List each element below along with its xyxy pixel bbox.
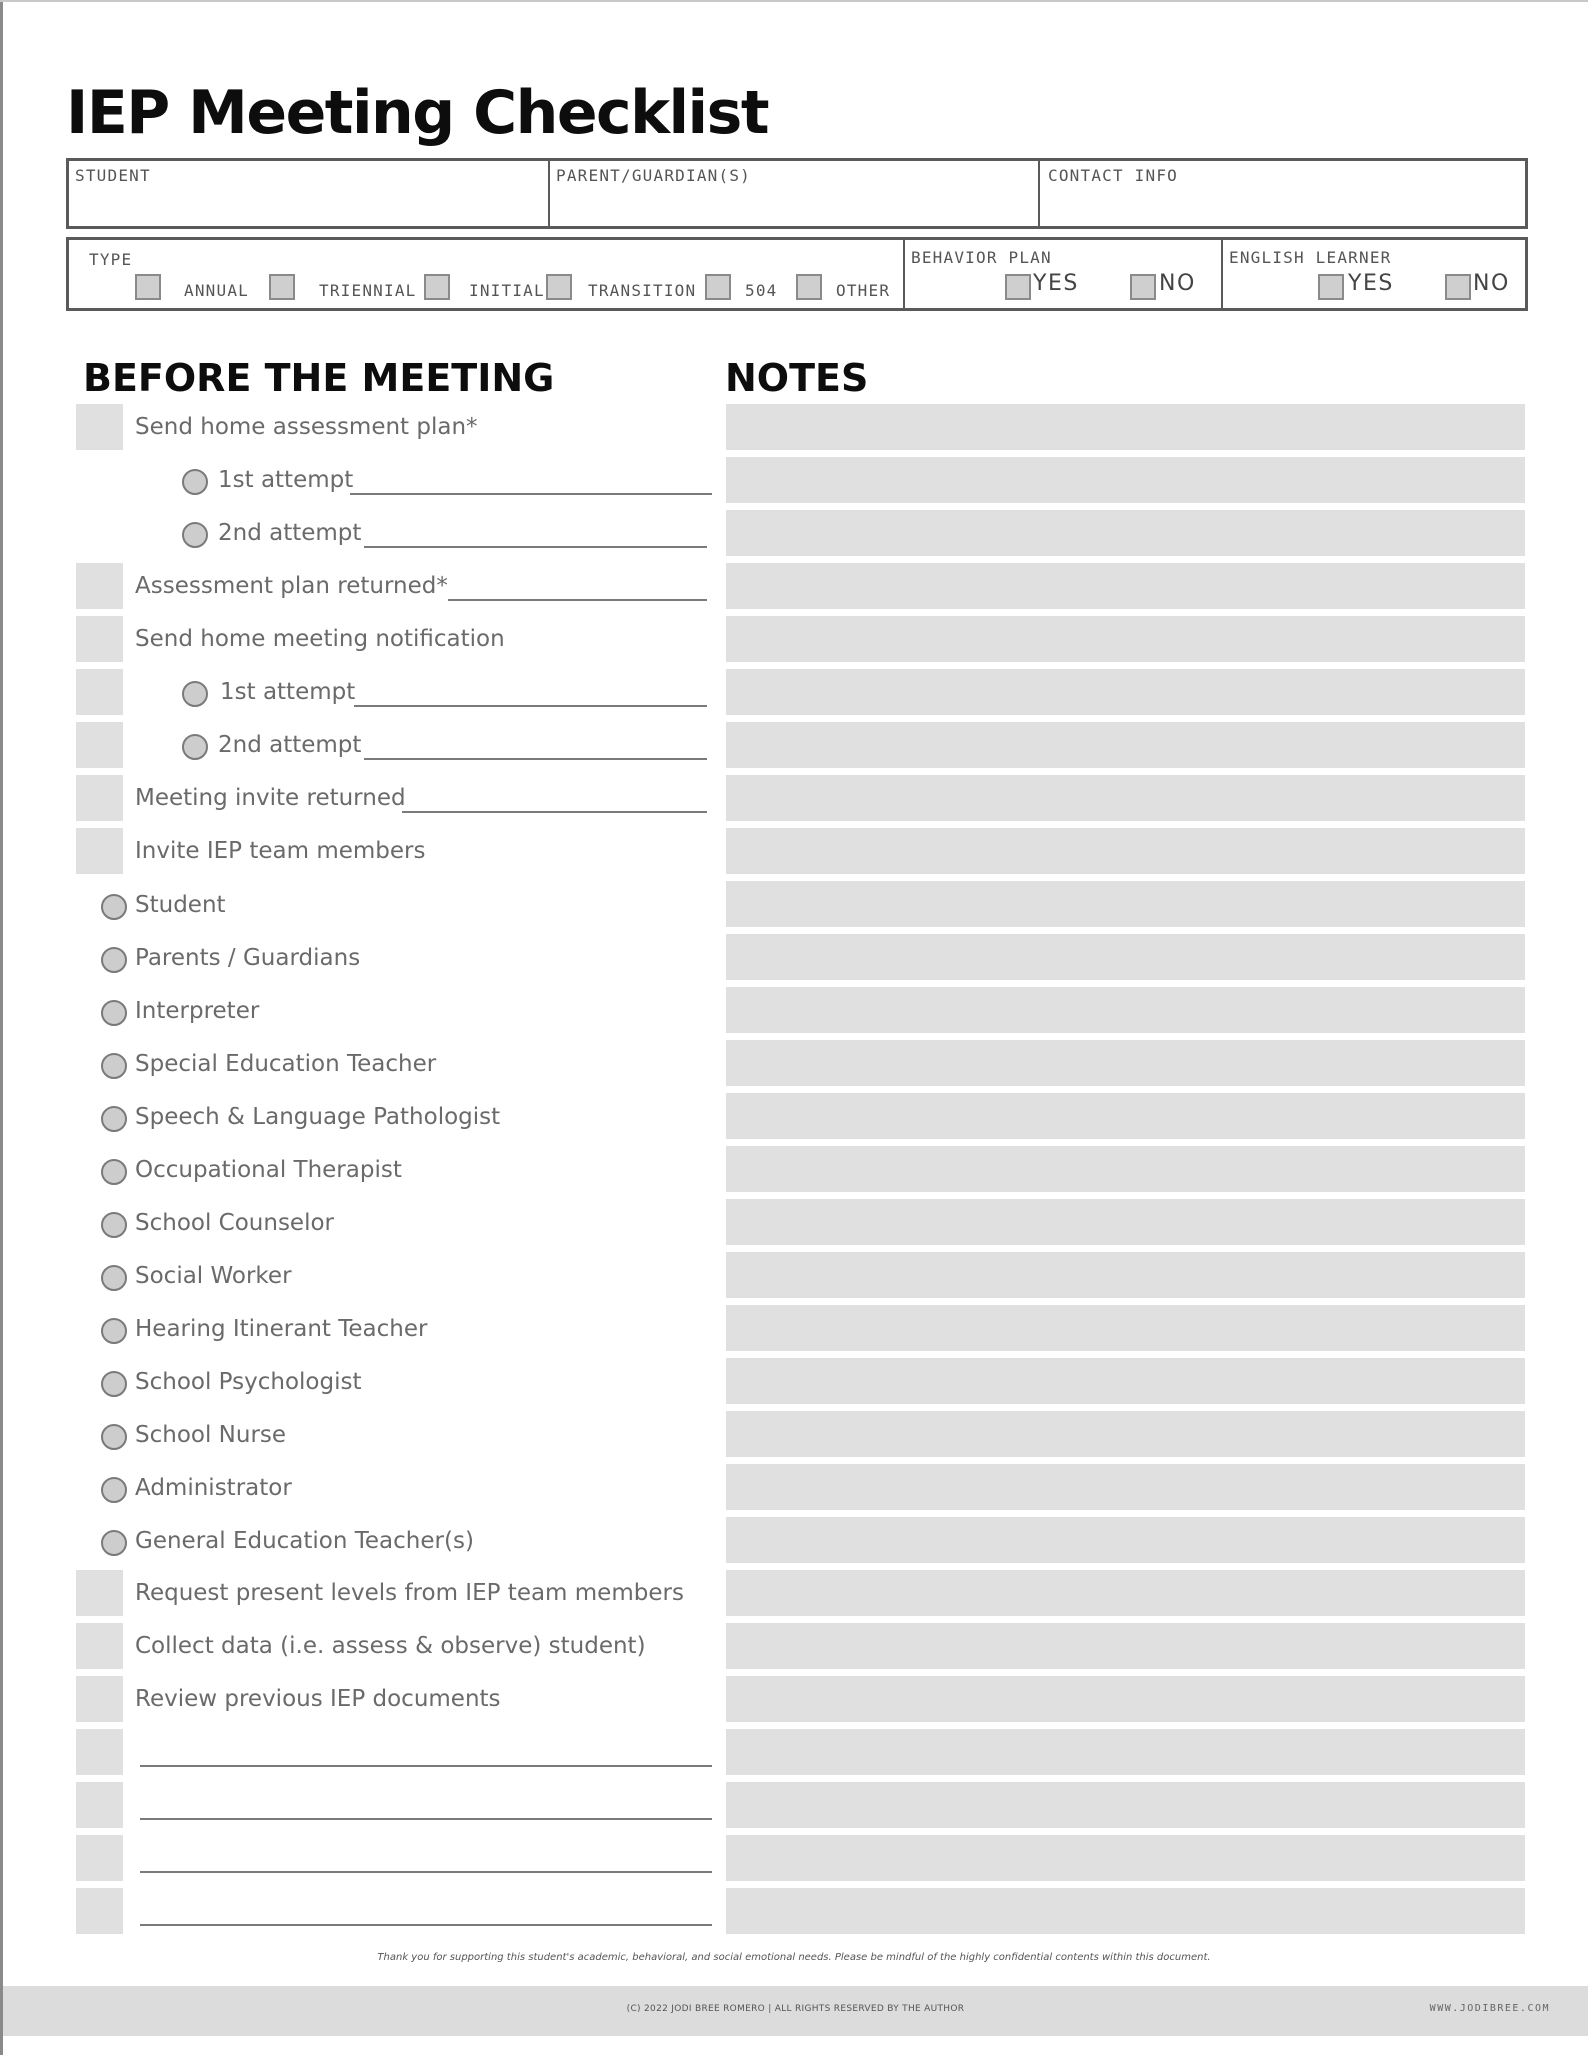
row-checkbox[interactable] [76,722,123,768]
row-checkbox[interactable] [76,404,123,450]
notes-line[interactable] [726,1411,1525,1457]
notes-line[interactable] [726,1623,1525,1669]
notes-line[interactable] [726,934,1525,980]
team-member-radio[interactable] [101,894,127,920]
team-member-label: Interpreter [135,998,260,1024]
type-label: TYPE [89,250,133,269]
row-label: Review previous IEP documents [135,1686,501,1712]
notes-line[interactable] [726,510,1525,556]
notes-line[interactable] [726,1835,1525,1881]
annual-label: ANNUAL [184,281,249,300]
fill-line[interactable] [364,546,707,548]
fill-line[interactable] [140,1765,712,1767]
other-checkbox[interactable] [796,274,822,300]
student-info-box [66,158,1528,229]
team-member-label: Occupational Therapist [135,1157,402,1183]
team-member-radio[interactable] [101,1530,127,1556]
fill-line[interactable] [350,493,712,495]
student-label: STUDENT [75,166,151,185]
english-no-checkbox[interactable] [1445,274,1471,300]
row-label: Send home meeting notification [135,626,505,652]
notes-line[interactable] [726,1676,1525,1722]
notes-line[interactable] [726,1358,1525,1404]
row-label: 2nd attempt [218,732,362,758]
website-link[interactable]: WWW.JODIBREE.COM [1429,2003,1550,2014]
team-member-label: School Psychologist [135,1369,362,1395]
notes-line[interactable] [726,1570,1525,1616]
attempt-radio[interactable] [182,734,208,760]
notes-line[interactable] [726,987,1525,1033]
team-member-label: School Nurse [135,1422,287,1448]
team-member-radio[interactable] [101,1424,127,1450]
footer-bar [3,1986,1588,2036]
row-checkbox[interactable] [76,1676,123,1722]
other-label: OTHER [836,281,891,300]
behavior-yes-label: YES [1033,271,1079,296]
row-checkbox[interactable] [76,669,123,715]
contact-label: CONTACT INFO [1048,166,1178,185]
notes-line[interactable] [726,457,1525,503]
row-checkbox[interactable] [76,1888,123,1934]
row-checkbox[interactable] [76,616,123,662]
team-member-radio[interactable] [101,1106,127,1132]
notes-line[interactable] [726,669,1525,715]
fill-line[interactable] [364,758,707,760]
team-member-radio[interactable] [101,1212,127,1238]
team-member-radio[interactable] [101,1371,127,1397]
student-field[interactable] [69,161,548,226]
team-member-radio[interactable] [101,1265,127,1291]
transition-checkbox[interactable] [546,274,572,300]
notes-line[interactable] [726,1199,1525,1245]
behavior-no-label: NO [1159,271,1196,296]
team-member-radio[interactable] [101,1318,127,1344]
english-yes-checkbox[interactable] [1318,274,1344,300]
notes-line[interactable] [726,1146,1525,1192]
confidentiality-note: Thank you for supporting this student's academic, behavioral, and social emotional needs. Please be mindful of the highly confidential contents within this document. [377,1952,1211,1963]
notes-line[interactable] [726,1517,1525,1563]
fill-line[interactable] [402,811,707,813]
row-checkbox[interactable] [76,1835,123,1881]
english-learner-cell [1221,240,1525,308]
fill-line[interactable] [140,1924,712,1926]
row-checkbox[interactable] [76,828,123,874]
504-checkbox[interactable] [705,274,731,300]
team-member-radio[interactable] [101,1053,127,1079]
annual-checkbox[interactable] [135,274,161,300]
parent-field[interactable] [548,161,1038,226]
triennial-label: TRIENNIAL [319,281,417,300]
notes-line[interactable] [726,1888,1525,1934]
parent-label: PARENT/GUARDIAN(S) [556,166,751,185]
notes-line[interactable] [726,616,1525,662]
notes-line[interactable] [726,404,1525,450]
row-label: Request present levels from IEP team members [135,1580,684,1606]
team-member-label: Special Education Teacher [135,1051,437,1077]
row-label: 1st attempt [220,679,356,705]
row-checkbox[interactable] [76,1623,123,1669]
notes-line[interactable] [726,1040,1525,1086]
team-member-label: Social Worker [135,1263,292,1289]
notes-line[interactable] [726,1782,1525,1828]
attempt-radio[interactable] [182,469,208,495]
english-no-label: NO [1473,271,1510,296]
before-meeting-heading: BEFORE THE MEETING [83,356,555,400]
fill-line[interactable] [140,1818,712,1820]
fill-line[interactable] [448,599,707,601]
team-member-label: Hearing Itinerant Teacher [135,1316,428,1342]
row-checkbox[interactable] [76,563,123,609]
notes-line[interactable] [726,1305,1525,1351]
page-title: IEP Meeting Checklist [66,78,769,148]
behavior-plan-label: BEHAVIOR PLAN [911,248,1052,267]
team-member-label: Parents / Guardians [135,945,361,971]
behavior-yes-checkbox[interactable] [1005,274,1031,300]
notes-heading: NOTES [725,356,869,400]
notes-line[interactable] [726,828,1525,874]
row-checkbox[interactable] [76,1782,123,1828]
english-yes-label: YES [1348,271,1394,296]
team-member-label: Administrator [135,1475,292,1501]
notes-line[interactable] [726,1464,1525,1510]
row-checkbox[interactable] [76,775,123,821]
team-member-label: Student [135,892,226,918]
team-member-label: School Counselor [135,1210,335,1236]
contact-field[interactable] [1038,161,1525,226]
behavior-no-checkbox[interactable] [1130,274,1156,300]
notes-line[interactable] [726,1729,1525,1775]
initial-label: INITIAL [469,281,545,300]
notes-line[interactable] [726,1252,1525,1298]
page-border-top [0,0,1588,2]
meeting-type-box [66,237,1528,311]
notes-line[interactable] [726,775,1525,821]
row-label: Meeting invite returned [135,785,406,811]
team-member-radio[interactable] [101,947,127,973]
team-member-radio[interactable] [101,1159,127,1185]
notes-line[interactable] [726,881,1525,927]
notes-line[interactable] [726,722,1525,768]
english-learner-label: ENGLISH LEARNER [1229,248,1392,267]
team-member-radio[interactable] [101,1477,127,1503]
attempt-radio[interactable] [182,681,208,707]
copyright-text: (C) 2022 JODI BREE ROMERO | ALL RIGHTS RESERVED BY THE AUTHOR [626,2004,965,2014]
notes-line[interactable] [726,1093,1525,1139]
team-member-label: General Education Teacher(s) [135,1528,474,1554]
behavior-plan-cell [903,240,1221,308]
team-member-label: Speech & Language Pathologist [135,1104,501,1130]
transition-label: TRANSITION [588,281,697,300]
row-label: Send home assessment plan* [135,414,478,440]
team-member-radio[interactable] [101,1000,127,1026]
triennial-checkbox[interactable] [269,274,295,300]
row-label: 2nd attempt [218,520,362,546]
row-checkbox[interactable] [76,1570,123,1616]
row-label: Invite IEP team members [135,838,426,864]
attempt-radio[interactable] [182,522,208,548]
row-label: Assessment plan returned* [135,573,448,599]
type-cell [69,240,903,308]
fill-line[interactable] [354,705,707,707]
page-border-left [0,0,3,2055]
notes-line[interactable] [726,563,1525,609]
row-label: Collect data (i.e. assess & observe) student) [135,1633,646,1659]
initial-checkbox[interactable] [424,274,450,300]
row-label: 1st attempt [218,467,354,493]
fill-line[interactable] [140,1871,712,1873]
row-checkbox[interactable] [76,1729,123,1775]
504-label: 504 [745,281,778,300]
